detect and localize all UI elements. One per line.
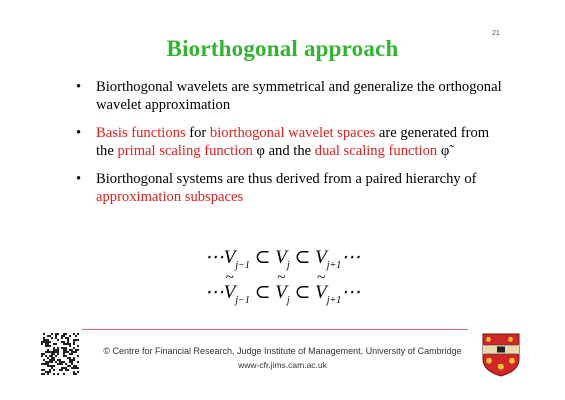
space-v-tilde: ~ V — [275, 282, 287, 304]
bullet-marker: • — [76, 171, 82, 187]
ellipsis-left: ⋯ — [204, 247, 224, 268]
subscript: j+1 — [326, 259, 342, 271]
space-v-tilde: ~ V — [224, 282, 236, 304]
subset-symbol: ⊂ — [254, 247, 271, 268]
page-number: 21 — [492, 30, 500, 37]
bullet-text: biorthogonal wavelet spaces — [209, 125, 376, 141]
space-v: V — [275, 247, 287, 268]
footer-rule — [82, 329, 468, 330]
subscript: j — [286, 259, 290, 271]
ellipsis-right: ⋯ — [341, 247, 361, 268]
bullet-text: approximation subspaces — [96, 189, 244, 205]
subscript: j−1 — [235, 259, 250, 271]
subset-symbol: ⊂ — [294, 282, 311, 303]
subspace-hierarchy-primal — [0, 246, 565, 271]
bullet-text: primal scaling function — [117, 143, 253, 159]
subscript: j−1 — [235, 294, 250, 306]
ellipsis-left: ⋯ — [204, 282, 224, 303]
bullet-item — [76, 170, 506, 206]
ellipsis-right: ⋯ — [341, 282, 361, 303]
bullet-text: dual scaling function — [314, 143, 438, 159]
bullet-list — [76, 78, 506, 216]
subspace-hierarchy-dual — [0, 281, 565, 306]
footer-website: www-cfr.jims.cam.ac.uk — [238, 360, 327, 370]
space-v-tilde: ~ V — [315, 282, 327, 304]
footer-copyright: © Centre for Financial Research, Judge Institute of Management, University of Cambridge — [103, 346, 462, 356]
subscript: j+1 — [326, 294, 342, 306]
slide-title: Biorthogonal approach — [166, 36, 399, 61]
subset-symbol: ⊂ — [254, 282, 271, 303]
cambridge-crest-icon — [482, 333, 520, 377]
bullet-text: Biorthogonal systems are thus derived from a paired hierarchy of — [96, 171, 477, 187]
subset-symbol: ⊂ — [294, 247, 311, 268]
bullet-text: Biorthogonal wavelets are symmetrical and generalize the orthogonal wavelet approximation — [96, 79, 502, 113]
subscript: j — [286, 294, 290, 306]
bullet-text: φ̃ — [437, 143, 450, 159]
bullet-marker: • — [76, 125, 82, 141]
bullet-item — [76, 78, 506, 114]
space-v: V — [315, 247, 327, 268]
bullet-text: for — [185, 125, 210, 141]
bullet-text: are generated from the — [96, 125, 490, 159]
bullet-marker: • — [76, 79, 82, 95]
space-v: V — [223, 247, 236, 268]
bullet-item — [76, 124, 506, 160]
bullet-text: Basis functions — [96, 125, 186, 141]
bullet-text: φ and the — [252, 143, 315, 159]
